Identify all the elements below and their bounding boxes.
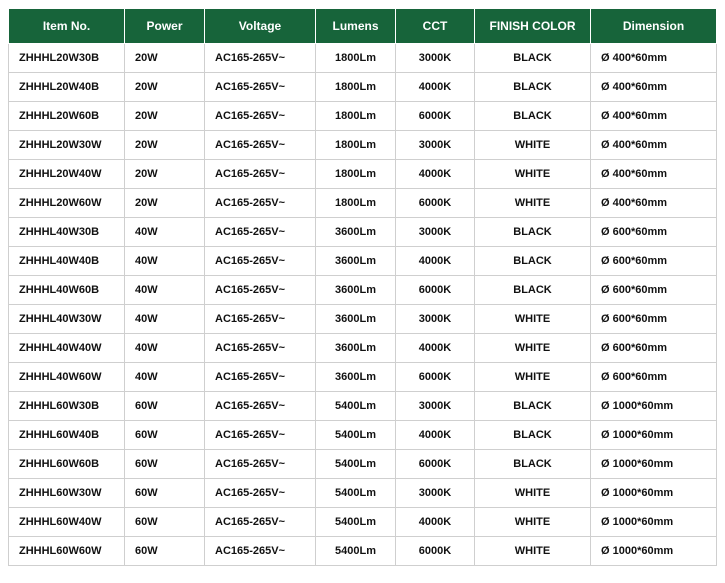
cell-voltage: AC165-265V~ [205, 363, 316, 392]
cell-voltage: AC165-265V~ [205, 276, 316, 305]
cell-dimension: Ø 1000*60mm [591, 421, 717, 450]
cell-dimension: Ø 600*60mm [591, 334, 717, 363]
cell-cct: 6000K [396, 189, 475, 218]
cell-item-no: ZHHHL20W30B [9, 44, 125, 73]
cell-power: 60W [125, 508, 205, 537]
table-row [9, 160, 717, 189]
header-lumens: Lumens [316, 9, 396, 44]
cell-voltage: AC165-265V~ [205, 421, 316, 450]
cell-finish-color: BLACK [475, 73, 591, 102]
table-row [9, 247, 717, 276]
cell-item-no: ZHHHL60W30B [9, 392, 125, 421]
cell-power: 40W [125, 334, 205, 363]
cell-finish-color: WHITE [475, 537, 591, 566]
table-row [9, 508, 717, 537]
cell-finish-color: WHITE [475, 508, 591, 537]
table-header [9, 9, 717, 44]
header-dimension: Dimension [591, 9, 717, 44]
table-row [9, 392, 717, 421]
cell-cct: 6000K [396, 450, 475, 479]
cell-power: 60W [125, 479, 205, 508]
cell-power: 20W [125, 73, 205, 102]
cell-lumens: 3600Lm [316, 305, 396, 334]
cell-finish-color: WHITE [475, 189, 591, 218]
cell-power: 40W [125, 305, 205, 334]
cell-item-no: ZHHHL40W40B [9, 247, 125, 276]
header-row [9, 9, 717, 44]
cell-voltage: AC165-265V~ [205, 44, 316, 73]
cell-cct: 6000K [396, 102, 475, 131]
cell-voltage: AC165-265V~ [205, 247, 316, 276]
cell-voltage: AC165-265V~ [205, 102, 316, 131]
table-row [9, 450, 717, 479]
cell-item-no: ZHHHL20W30W [9, 131, 125, 160]
cell-voltage: AC165-265V~ [205, 218, 316, 247]
header-cct: CCT [396, 9, 475, 44]
cell-power: 40W [125, 247, 205, 276]
cell-lumens: 3600Lm [316, 334, 396, 363]
cell-finish-color: WHITE [475, 334, 591, 363]
cell-item-no: ZHHHL40W60W [9, 363, 125, 392]
cell-item-no: ZHHHL60W60W [9, 537, 125, 566]
cell-power: 40W [125, 363, 205, 392]
cell-power: 40W [125, 276, 205, 305]
cell-item-no: ZHHHL60W30W [9, 479, 125, 508]
cell-power: 40W [125, 218, 205, 247]
cell-voltage: AC165-265V~ [205, 334, 316, 363]
cell-item-no: ZHHHL40W40W [9, 334, 125, 363]
cell-item-no: ZHHHL40W60B [9, 276, 125, 305]
cell-cct: 4000K [396, 334, 475, 363]
cell-voltage: AC165-265V~ [205, 479, 316, 508]
cell-lumens: 5400Lm [316, 508, 396, 537]
cell-lumens: 3600Lm [316, 247, 396, 276]
cell-dimension: Ø 1000*60mm [591, 392, 717, 421]
cell-cct: 6000K [396, 537, 475, 566]
cell-dimension: Ø 1000*60mm [591, 537, 717, 566]
cell-item-no: ZHHHL60W40B [9, 421, 125, 450]
cell-item-no: ZHHHL40W30W [9, 305, 125, 334]
cell-lumens: 1800Lm [316, 102, 396, 131]
cell-finish-color: WHITE [475, 363, 591, 392]
cell-finish-color: BLACK [475, 276, 591, 305]
cell-lumens: 5400Lm [316, 479, 396, 508]
cell-lumens: 1800Lm [316, 44, 396, 73]
cell-lumens: 5400Lm [316, 392, 396, 421]
header-power: Power [125, 9, 205, 44]
cell-cct: 3000K [396, 479, 475, 508]
cell-voltage: AC165-265V~ [205, 508, 316, 537]
cell-power: 60W [125, 421, 205, 450]
cell-cct: 4000K [396, 421, 475, 450]
cell-lumens: 3600Lm [316, 276, 396, 305]
cell-cct: 3000K [396, 131, 475, 160]
header-voltage: Voltage [205, 9, 316, 44]
table-row [9, 305, 717, 334]
table-row [9, 189, 717, 218]
cell-item-no: ZHHHL20W60W [9, 189, 125, 218]
cell-dimension: Ø 400*60mm [591, 189, 717, 218]
cell-voltage: AC165-265V~ [205, 189, 316, 218]
table-row [9, 421, 717, 450]
cell-lumens: 5400Lm [316, 421, 396, 450]
cell-dimension: Ø 600*60mm [591, 247, 717, 276]
cell-item-no: ZHHHL20W40B [9, 73, 125, 102]
cell-finish-color: BLACK [475, 44, 591, 73]
cell-power: 20W [125, 160, 205, 189]
cell-dimension: Ø 400*60mm [591, 44, 717, 73]
cell-dimension: Ø 400*60mm [591, 73, 717, 102]
cell-power: 60W [125, 392, 205, 421]
cell-finish-color: WHITE [475, 160, 591, 189]
cell-cct: 6000K [396, 363, 475, 392]
spec-table-container [8, 8, 717, 566]
table-row [9, 334, 717, 363]
cell-voltage: AC165-265V~ [205, 392, 316, 421]
table-row [9, 218, 717, 247]
cell-lumens: 1800Lm [316, 189, 396, 218]
cell-voltage: AC165-265V~ [205, 131, 316, 160]
table-row [9, 102, 717, 131]
cell-item-no: ZHHHL60W60B [9, 450, 125, 479]
cell-dimension: Ø 400*60mm [591, 160, 717, 189]
table-row [9, 276, 717, 305]
cell-power: 20W [125, 44, 205, 73]
cell-cct: 3000K [396, 218, 475, 247]
cell-cct: 4000K [396, 247, 475, 276]
cell-cct: 4000K [396, 160, 475, 189]
table-row [9, 537, 717, 566]
cell-dimension: Ø 400*60mm [591, 102, 717, 131]
cell-item-no: ZHHHL40W30B [9, 218, 125, 247]
cell-dimension: Ø 600*60mm [591, 363, 717, 392]
cell-lumens: 3600Lm [316, 363, 396, 392]
cell-finish-color: BLACK [475, 450, 591, 479]
cell-voltage: AC165-265V~ [205, 73, 316, 102]
product-spec-table [8, 8, 717, 566]
header-item-no: Item No. [9, 9, 125, 44]
cell-cct: 4000K [396, 508, 475, 537]
table-row [9, 131, 717, 160]
cell-item-no: ZHHHL20W40W [9, 160, 125, 189]
cell-item-no: ZHHHL20W60B [9, 102, 125, 131]
table-row [9, 73, 717, 102]
cell-cct: 4000K [396, 73, 475, 102]
cell-dimension: Ø 1000*60mm [591, 508, 717, 537]
cell-finish-color: BLACK [475, 421, 591, 450]
cell-finish-color: WHITE [475, 479, 591, 508]
cell-voltage: AC165-265V~ [205, 305, 316, 334]
cell-dimension: Ø 1000*60mm [591, 450, 717, 479]
cell-dimension: Ø 600*60mm [591, 305, 717, 334]
cell-voltage: AC165-265V~ [205, 160, 316, 189]
cell-dimension: Ø 1000*60mm [591, 479, 717, 508]
cell-finish-color: BLACK [475, 247, 591, 276]
cell-finish-color: WHITE [475, 131, 591, 160]
cell-dimension: Ø 600*60mm [591, 276, 717, 305]
cell-power: 60W [125, 450, 205, 479]
cell-lumens: 1800Lm [316, 160, 396, 189]
cell-lumens: 5400Lm [316, 450, 396, 479]
cell-lumens: 1800Lm [316, 73, 396, 102]
cell-voltage: AC165-265V~ [205, 450, 316, 479]
table-body [9, 44, 717, 566]
cell-cct: 6000K [396, 276, 475, 305]
cell-power: 20W [125, 189, 205, 218]
table-row [9, 363, 717, 392]
cell-dimension: Ø 400*60mm [591, 131, 717, 160]
cell-lumens: 1800Lm [316, 131, 396, 160]
cell-cct: 3000K [396, 44, 475, 73]
cell-lumens: 3600Lm [316, 218, 396, 247]
cell-cct: 3000K [396, 392, 475, 421]
cell-cct: 3000K [396, 305, 475, 334]
cell-lumens: 5400Lm [316, 537, 396, 566]
cell-item-no: ZHHHL60W40W [9, 508, 125, 537]
cell-power: 20W [125, 102, 205, 131]
cell-voltage: AC165-265V~ [205, 537, 316, 566]
cell-power: 20W [125, 131, 205, 160]
cell-finish-color: BLACK [475, 392, 591, 421]
cell-finish-color: WHITE [475, 305, 591, 334]
header-finish-color: FINISH COLOR [475, 9, 591, 44]
cell-dimension: Ø 600*60mm [591, 218, 717, 247]
cell-power: 60W [125, 537, 205, 566]
cell-finish-color: BLACK [475, 102, 591, 131]
table-row [9, 44, 717, 73]
table-row [9, 479, 717, 508]
cell-finish-color: BLACK [475, 218, 591, 247]
